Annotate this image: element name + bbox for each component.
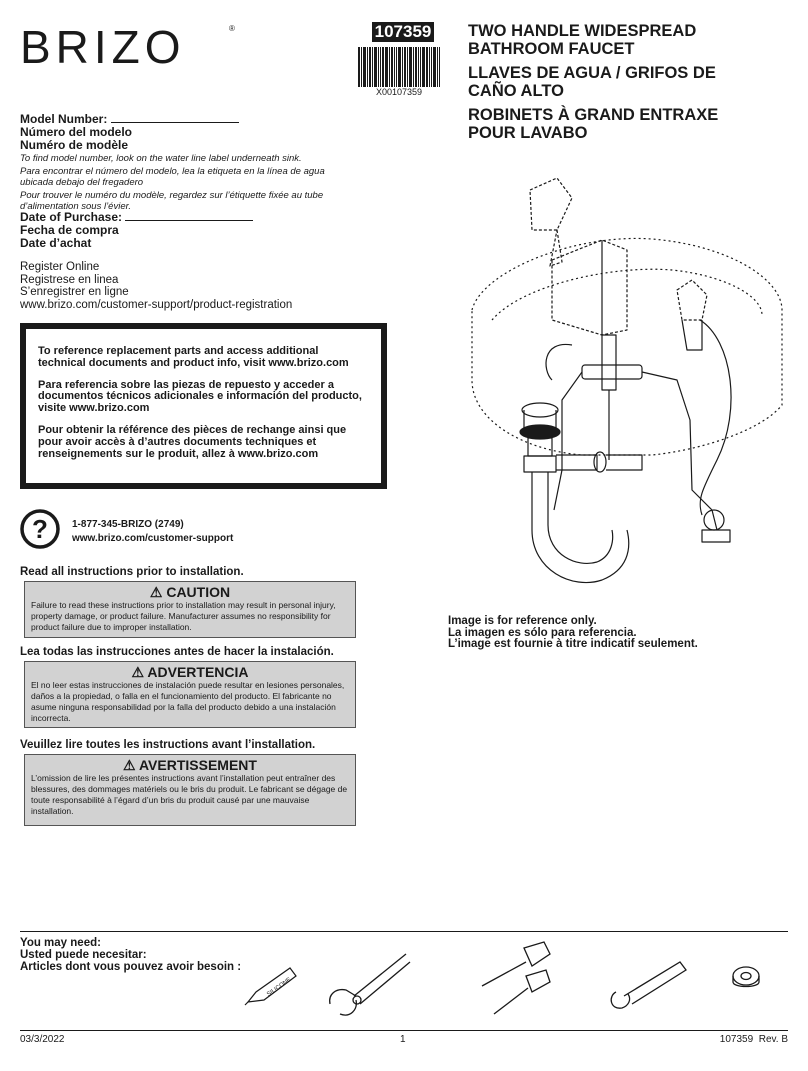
footer-page-number: 1: [400, 1034, 406, 1045]
purchase-date-section: [20, 210, 253, 250]
caution-box: [24, 581, 356, 638]
tools-label-en: You may need:: [20, 937, 101, 949]
advertencia-box: [24, 661, 356, 728]
help-phone[interactable]: 1-877-345-BRIZO (2749): [72, 519, 184, 530]
question-icon: [20, 509, 60, 549]
warning-triangle-icon: ⚠: [123, 757, 136, 773]
register-fr: S’enregistrer en ligne: [20, 286, 129, 298]
warning-triangle-icon: ⚠: [131, 664, 145, 680]
tools-label-fr: Articles dont vous pouvez avoir besoin :: [20, 961, 242, 973]
part-number-box: 107359: [372, 22, 434, 42]
avertissement-heading: AVERTISSEMENT: [138, 757, 257, 773]
image-note-fr: L’image est fournie à titre indicatif seulement.: [448, 638, 698, 650]
screwdriver-icon: [474, 940, 554, 1022]
tape-roll-icon: [730, 962, 762, 994]
purchase-date-field: [125, 210, 253, 221]
read-line-fr: Veuillez lire toutes les instructions avant l’installation.: [20, 739, 316, 751]
image-note-es: La imagen es sólo para referencia.: [448, 626, 637, 639]
pliers-icon: [326, 948, 412, 1020]
read-line-es: Lea todas las instrucciones antes de hacer la instalación.: [20, 646, 334, 658]
image-note-en: Image is for reference only.: [448, 615, 597, 627]
model-number-label-fr: Numéro de modèle: [20, 138, 129, 152]
title-english: TWO HANDLE WIDESPREAD BATHROOM FAUCET: [468, 22, 697, 58]
reference-es: Para referencia sobre las piezas de repuesto y acceder a documentos técnicos adicionales e información del producto, visite www.brizo.com: [38, 378, 362, 415]
purchase-date-label: Date of Purchase:: [20, 210, 123, 224]
tools-label: [20, 937, 241, 973]
tools-divider-top: [20, 931, 788, 932]
svg-text:?: ?: [32, 514, 48, 544]
model-note-fr: Pour trouver le numéro du modèle, regardez sur l’étiquette fixée au tube d’alimentation sous l’évier.: [20, 190, 324, 212]
tools-label-es: Usted puede necesitar:: [20, 949, 147, 961]
footer-divider: [20, 1030, 788, 1031]
register-en: Register Online: [20, 261, 100, 273]
reference-fr: Pour obtenir la référence des pièces de rechange ainsi que pour avoir accès à d’autres documents techniques et renseignements sur le produit, allez à www.brizo.com: [38, 423, 347, 460]
purchase-date-label-fr: Date d’achat: [20, 236, 92, 250]
avertissement-box: [24, 754, 356, 826]
register-es: Registrese en linea: [20, 273, 119, 286]
registered-mark: ®: [229, 24, 235, 33]
footer-date: 03/3/2022: [20, 1034, 65, 1045]
silicone-tube-icon: [244, 962, 300, 1006]
brizo-logo: [20, 22, 230, 70]
avertissement-body: L’omission de lire les présentes instructions avant l’installation peut entraîner des blessures, des dommages matériels ou le bris du produit. Le fabricant se dégage de toute responsabilité à l’égard d’un bris du produit causé par une mauvaise installation.: [31, 773, 348, 816]
advertencia-heading: ADVERTENCIA: [147, 664, 249, 680]
advertencia-body: El no leer estas instrucciones de instalación puede resultar en lesiones personales, daños a la propiedad, o falla en el funcionamiento del producto. El fabricante no asume ninguna responsabilidad por la falla del producto debido a una instalación incorrecta.: [31, 680, 345, 723]
footer-doc-number: 107359 Rev. B: [719, 1034, 788, 1045]
barcode-number: X00107359: [375, 87, 423, 97]
help-url[interactable]: www.brizo.com/customer-support: [72, 533, 234, 544]
svg-text:BRIZO: BRIZO: [20, 22, 186, 70]
model-number-section: [20, 112, 350, 212]
title-spanish: LLAVES DE AGUA / GRIFOS DE CAÑO ALTO: [468, 64, 716, 100]
faucet-illustration: [462, 170, 792, 610]
read-line-en: Read all instructions prior to installation.: [20, 566, 244, 578]
model-number-label: Model Number:: [20, 112, 108, 126]
reference-box: [20, 323, 387, 489]
register-url[interactable]: www.brizo.com/customer-support/product-registration: [20, 298, 293, 311]
wrench-icon: [606, 956, 690, 1014]
register-section: [20, 261, 292, 311]
barcode: [358, 47, 440, 87]
help-contact: [72, 518, 233, 546]
model-note-en: To find model number, look on the water line label underneath sink.: [20, 153, 302, 164]
svg-text:SILICONE: SILICONE: [266, 976, 293, 998]
purchase-date-label-es: Fecha de compra: [20, 223, 119, 237]
title-french: ROBINETS À GRAND ENTRAXE POUR LAVABO: [468, 106, 719, 142]
image-note: [448, 616, 698, 651]
warning-triangle-icon: ⚠: [149, 584, 163, 600]
model-number-label-es: Número del modelo: [20, 125, 133, 139]
caution-heading: CAUTION: [166, 584, 231, 600]
caution-body: Failure to read these instructions prior to installation may result in personal injury, property damage, or product failure. Manufacturer assumes no responsibility for product failure due to improper installation.: [31, 600, 336, 632]
reference-en: To reference replacement parts and access additional technical documents and product info, visit www.brizo.com: [38, 345, 349, 369]
model-number-field: [111, 112, 239, 123]
model-note-es: Para encontrar el número del modelo, lea la etiqueta en la línea de agua ubicada debajo del fregadero: [20, 166, 325, 188]
